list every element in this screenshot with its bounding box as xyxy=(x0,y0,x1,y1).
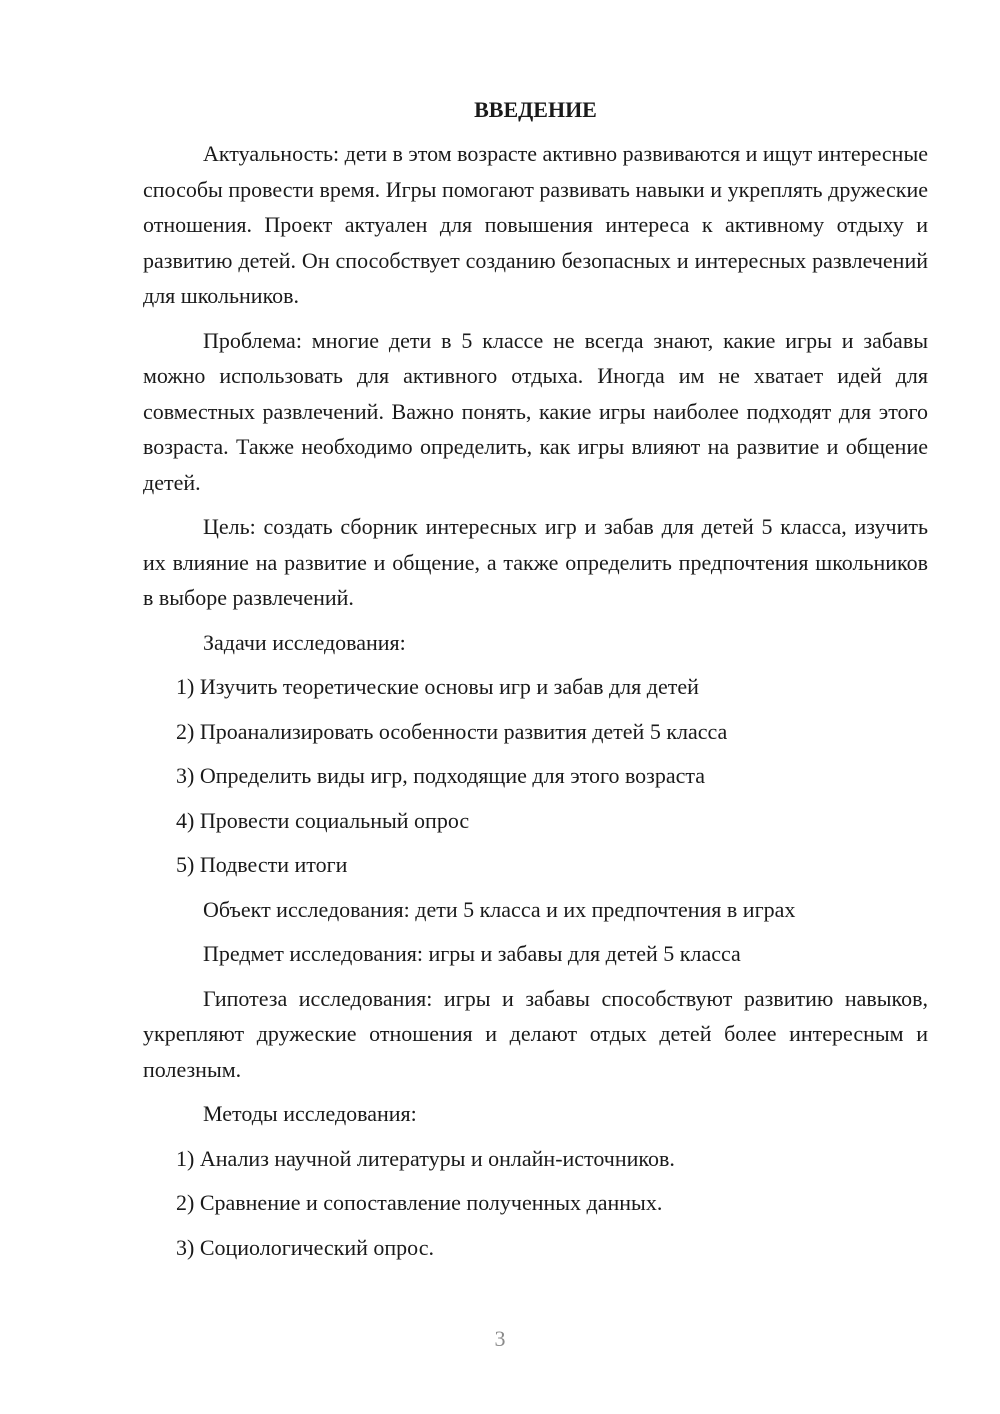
relevance-paragraph: Актуальность: дети в этом возрасте активно развиваются и ищут интересные способы провести время. Игры помогают развивать навыки и укреплять дружеские отношения. Проект актуален для повышения интереса к активному отдыху и развитию детей. Он способствует созданию безопасных и интересных развлечений для школьников. xyxy=(143,141,929,308)
task-item-1: 1) Изучить теоретические основы игр и забав для детей xyxy=(176,674,699,699)
task-item-2: 2) Проанализировать особенности развития детей 5 класса xyxy=(176,718,728,744)
goal-paragraph: Цель: создать сборник интересных игр и забав для детей 5 класса, изучить их влияние на развитие и общение, а также определить предпочтения школьников в выборе развлечений. xyxy=(143,514,928,610)
page-number: 3 xyxy=(494,1326,506,1351)
method-item-1: 1) Анализ научной литературы и онлайн-источников. xyxy=(176,1145,675,1171)
object-line: Объект исследования: дети 5 класса и их предпочтения в играх xyxy=(203,896,796,922)
section-title: ВВЕДЕНИЕ xyxy=(474,97,597,122)
problem-paragraph: Проблема: многие дети в 5 классе не всегда знают, какие игры и забавы можно использовать для активного отдыха. Иногда им не хватает идей для совместных развлечений. Важно понять, какие игры наиболее подходят для этого возраста. Также необходимо определить, как игры влияют на развитие и общение детей. xyxy=(143,327,928,495)
subject-line: Предмет исследования: игры и забавы для детей 5 класса xyxy=(203,941,741,966)
method-item-3: 3) Социологический опрос. xyxy=(176,1234,434,1260)
task-item-5: 5) Подвести итоги xyxy=(176,852,348,877)
methods-label: Методы исследования: xyxy=(203,1101,417,1126)
document-page xyxy=(143,93,928,1265)
task-item-3: 3) Определить виды игр, подходящие для этого возраста xyxy=(176,763,706,788)
hypothesis-paragraph: Гипотеза исследования: игры и забавы способствуют развитию навыков, укрепляют дружеские отношения и делают отдых детей более интересным и полезным. xyxy=(143,985,928,1082)
method-item-2: 2) Сравнение и сопоставление полученных данных. xyxy=(176,1190,663,1215)
task-item-4: 4) Провести социальный опрос xyxy=(176,807,470,833)
tasks-label: Задачи исследования: xyxy=(203,629,406,655)
